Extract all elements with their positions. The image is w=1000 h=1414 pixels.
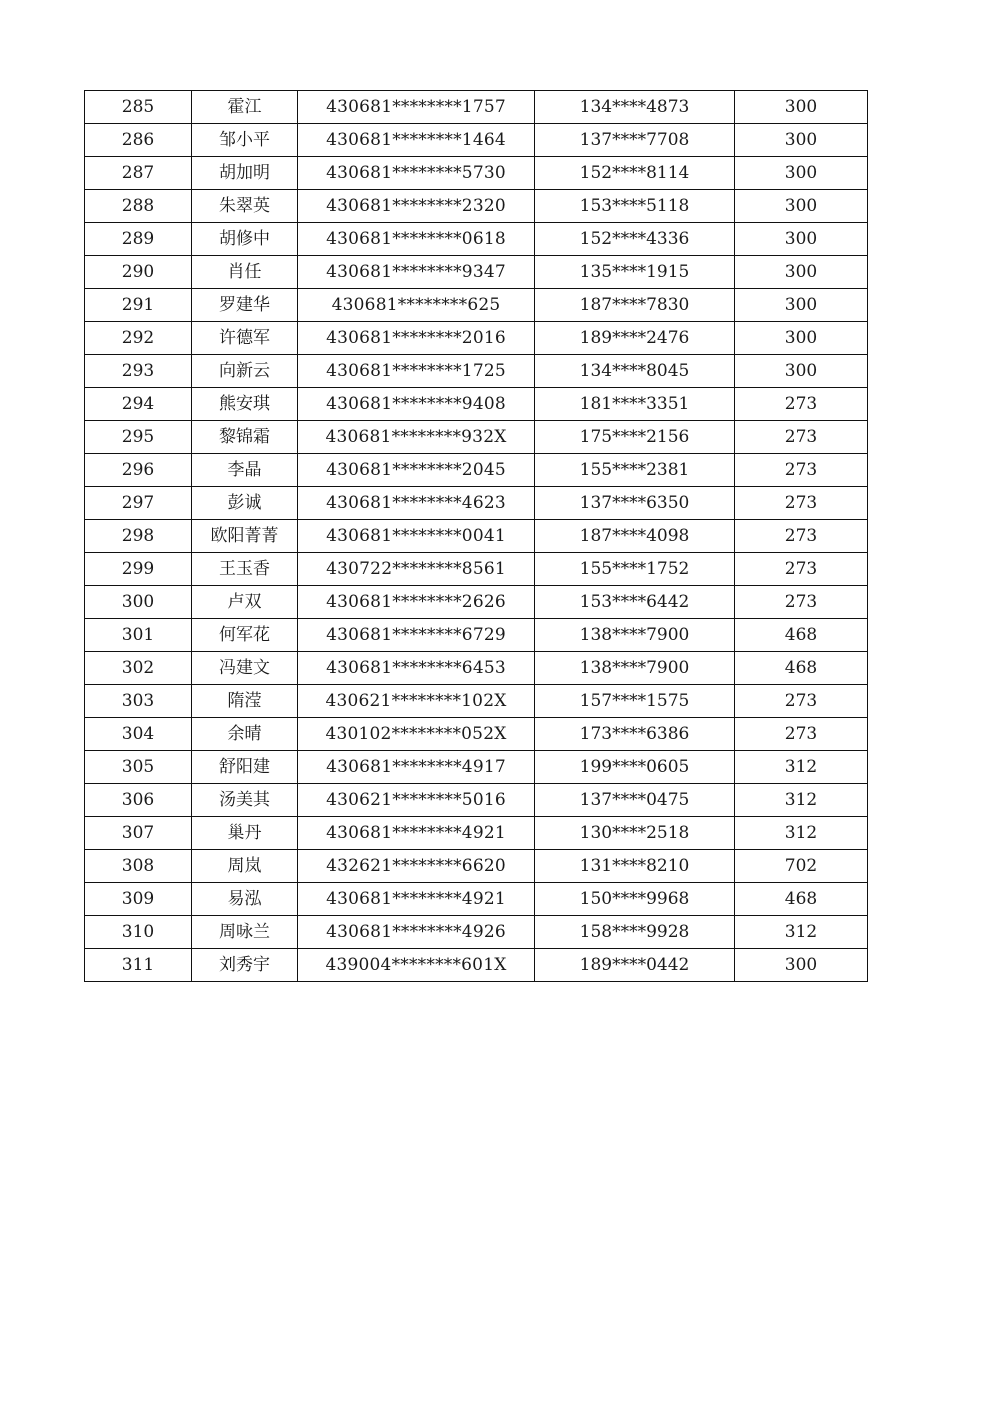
person-name: 易泓 — [192, 883, 298, 916]
row-number: 303 — [85, 685, 192, 718]
row-number: 290 — [85, 256, 192, 289]
table-row — [85, 949, 868, 982]
person-name: 许德军 — [192, 322, 298, 355]
amount: 312 — [735, 784, 868, 817]
table-row — [85, 454, 868, 487]
person-name: 欧阳菁菁 — [192, 520, 298, 553]
row-number: 300 — [85, 586, 192, 619]
table-row — [85, 685, 868, 718]
amount: 300 — [735, 256, 868, 289]
amount: 312 — [735, 916, 868, 949]
row-number: 291 — [85, 289, 192, 322]
table-row — [85, 91, 868, 124]
table-row — [85, 916, 868, 949]
row-number: 307 — [85, 817, 192, 850]
amount: 300 — [735, 124, 868, 157]
phone-number: 189****2476 — [535, 322, 735, 355]
table-row — [85, 322, 868, 355]
table-row — [85, 718, 868, 751]
phone-number: 181****3351 — [535, 388, 735, 421]
person-name: 邹小平 — [192, 124, 298, 157]
phone-number: 175****2156 — [535, 421, 735, 454]
phone-number: 135****1915 — [535, 256, 735, 289]
id-number: 430681********1725 — [298, 355, 535, 388]
id-number: 439004********601X — [298, 949, 535, 982]
id-number: 430722********8561 — [298, 553, 535, 586]
id-number: 430681********1757 — [298, 91, 535, 124]
phone-number: 152****8114 — [535, 157, 735, 190]
row-number: 308 — [85, 850, 192, 883]
amount: 300 — [735, 223, 868, 256]
row-number: 304 — [85, 718, 192, 751]
id-number: 430681********4917 — [298, 751, 535, 784]
phone-number: 150****9968 — [535, 883, 735, 916]
phone-number: 187****7830 — [535, 289, 735, 322]
person-name: 余晴 — [192, 718, 298, 751]
person-name: 朱翠英 — [192, 190, 298, 223]
id-number: 430681********2320 — [298, 190, 535, 223]
row-number: 310 — [85, 916, 192, 949]
id-number: 432621********6620 — [298, 850, 535, 883]
id-number: 430681********6453 — [298, 652, 535, 685]
table-row — [85, 157, 868, 190]
person-name: 王玉香 — [192, 553, 298, 586]
table-row — [85, 784, 868, 817]
phone-number: 134****8045 — [535, 355, 735, 388]
amount: 273 — [735, 388, 868, 421]
id-number: 430681********932X — [298, 421, 535, 454]
phone-number: 158****9928 — [535, 916, 735, 949]
row-number: 288 — [85, 190, 192, 223]
person-name: 霍江 — [192, 91, 298, 124]
phone-number: 153****6442 — [535, 586, 735, 619]
amount: 702 — [735, 850, 868, 883]
id-number: 430102********052X — [298, 718, 535, 751]
row-number: 293 — [85, 355, 192, 388]
amount: 468 — [735, 619, 868, 652]
person-name: 刘秀宇 — [192, 949, 298, 982]
row-number: 296 — [85, 454, 192, 487]
person-name: 胡加明 — [192, 157, 298, 190]
table-row — [85, 124, 868, 157]
id-number: 430681********9408 — [298, 388, 535, 421]
amount: 273 — [735, 421, 868, 454]
id-number: 430681********2016 — [298, 322, 535, 355]
table-row — [85, 388, 868, 421]
row-number: 295 — [85, 421, 192, 454]
amount: 300 — [735, 91, 868, 124]
id-number: 430681********5730 — [298, 157, 535, 190]
amount: 273 — [735, 685, 868, 718]
amount: 273 — [735, 586, 868, 619]
person-name: 罗建华 — [192, 289, 298, 322]
id-number: 430681********1464 — [298, 124, 535, 157]
id-number: 430681********4921 — [298, 817, 535, 850]
id-number: 430681********0041 — [298, 520, 535, 553]
table-row — [85, 619, 868, 652]
phone-number: 187****4098 — [535, 520, 735, 553]
row-number: 298 — [85, 520, 192, 553]
amount: 273 — [735, 553, 868, 586]
roster-table — [84, 90, 868, 982]
table-row — [85, 751, 868, 784]
phone-number: 155****1752 — [535, 553, 735, 586]
person-name: 胡修中 — [192, 223, 298, 256]
id-number: 430681********4921 — [298, 883, 535, 916]
amount: 300 — [735, 322, 868, 355]
amount: 273 — [735, 718, 868, 751]
row-number: 302 — [85, 652, 192, 685]
amount: 312 — [735, 817, 868, 850]
person-name: 黎锦霜 — [192, 421, 298, 454]
person-name: 向新云 — [192, 355, 298, 388]
person-name: 周岚 — [192, 850, 298, 883]
id-number: 430681********0618 — [298, 223, 535, 256]
person-name: 巢丹 — [192, 817, 298, 850]
person-name: 卢双 — [192, 586, 298, 619]
phone-number: 134****4873 — [535, 91, 735, 124]
table-row — [85, 190, 868, 223]
id-number: 430621********5016 — [298, 784, 535, 817]
id-number: 430681********6729 — [298, 619, 535, 652]
row-number: 286 — [85, 124, 192, 157]
table-row — [85, 487, 868, 520]
amount: 312 — [735, 751, 868, 784]
row-number: 292 — [85, 322, 192, 355]
amount: 468 — [735, 652, 868, 685]
row-number: 299 — [85, 553, 192, 586]
phone-number: 138****7900 — [535, 619, 735, 652]
phone-number: 189****0442 — [535, 949, 735, 982]
table-row — [85, 289, 868, 322]
person-name: 彭诚 — [192, 487, 298, 520]
person-name: 何军花 — [192, 619, 298, 652]
amount: 300 — [735, 157, 868, 190]
roster-body — [85, 91, 868, 982]
id-number: 430621********102X — [298, 685, 535, 718]
person-name: 李晶 — [192, 454, 298, 487]
row-number: 311 — [85, 949, 192, 982]
phone-number: 157****1575 — [535, 685, 735, 718]
row-number: 305 — [85, 751, 192, 784]
table-row — [85, 355, 868, 388]
person-name: 熊安琪 — [192, 388, 298, 421]
person-name: 舒阳建 — [192, 751, 298, 784]
phone-number: 137****6350 — [535, 487, 735, 520]
amount: 273 — [735, 520, 868, 553]
id-number: 430681********9347 — [298, 256, 535, 289]
person-name: 汤美其 — [192, 784, 298, 817]
table-row — [85, 652, 868, 685]
phone-number: 137****0475 — [535, 784, 735, 817]
amount: 300 — [735, 949, 868, 982]
table-row — [85, 223, 868, 256]
amount: 300 — [735, 190, 868, 223]
phone-number: 131****8210 — [535, 850, 735, 883]
table-row — [85, 520, 868, 553]
table-row — [85, 553, 868, 586]
id-number: 430681********2045 — [298, 454, 535, 487]
row-number: 309 — [85, 883, 192, 916]
amount: 300 — [735, 355, 868, 388]
row-number: 306 — [85, 784, 192, 817]
phone-number: 153****5118 — [535, 190, 735, 223]
row-number: 294 — [85, 388, 192, 421]
person-name: 肖任 — [192, 256, 298, 289]
amount: 273 — [735, 454, 868, 487]
phone-number: 137****7708 — [535, 124, 735, 157]
id-number: 430681********625 — [298, 289, 535, 322]
amount: 468 — [735, 883, 868, 916]
person-name: 周咏兰 — [192, 916, 298, 949]
row-number: 301 — [85, 619, 192, 652]
id-number: 430681********2626 — [298, 586, 535, 619]
id-number: 430681********4623 — [298, 487, 535, 520]
table-row — [85, 850, 868, 883]
row-number: 287 — [85, 157, 192, 190]
phone-number: 152****4336 — [535, 223, 735, 256]
amount: 273 — [735, 487, 868, 520]
table-row — [85, 256, 868, 289]
table-row — [85, 586, 868, 619]
phone-number: 155****2381 — [535, 454, 735, 487]
table-row — [85, 817, 868, 850]
phone-number: 138****7900 — [535, 652, 735, 685]
row-number: 285 — [85, 91, 192, 124]
row-number: 289 — [85, 223, 192, 256]
table-row — [85, 421, 868, 454]
person-name: 冯建文 — [192, 652, 298, 685]
phone-number: 130****2518 — [535, 817, 735, 850]
phone-number: 199****0605 — [535, 751, 735, 784]
person-name: 隋滢 — [192, 685, 298, 718]
id-number: 430681********4926 — [298, 916, 535, 949]
phone-number: 173****6386 — [535, 718, 735, 751]
row-number: 297 — [85, 487, 192, 520]
amount: 300 — [735, 289, 868, 322]
table-row — [85, 883, 868, 916]
